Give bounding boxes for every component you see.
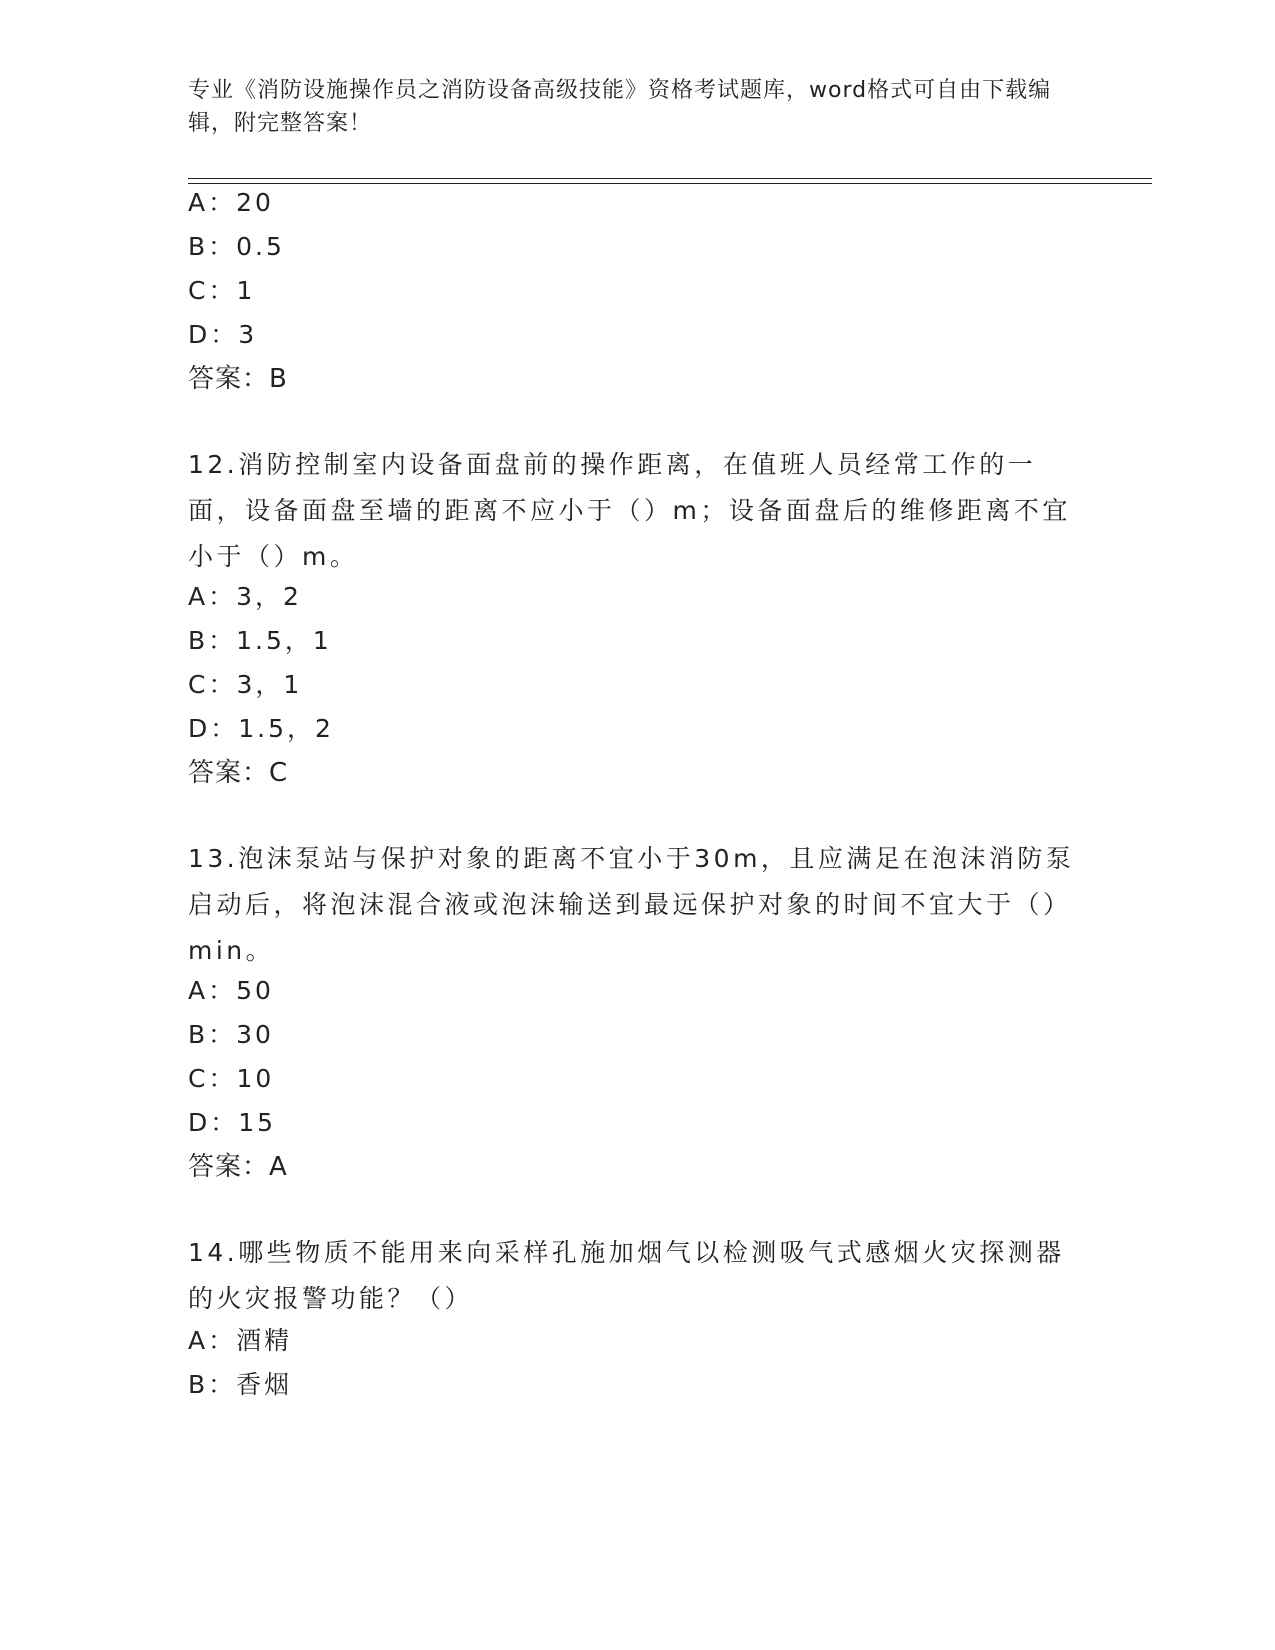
answer-line: 答案：B [188, 364, 288, 394]
question-12-option-c: C：3，1 [188, 670, 303, 699]
header-divider-secondary [188, 183, 1152, 184]
question-13-option-d: D：15 [188, 1108, 277, 1137]
question-12-stem: 12.消防控制室内设备面盘前的操作距离，在值班人员经常工作的一面，设备面盘至墙的距离不应小于（）m；设备面盘后的维修距离不宜小于（）m。 [188, 450, 1071, 571]
question-12-option-b: B：1.5，1 [188, 626, 332, 655]
question-14-option-a: A：酒精 [188, 1326, 293, 1355]
option-a: A：20 [188, 188, 274, 217]
question-14-stem: 14.哪些物质不能用来向采样孔施加烟气以检测吸气式感烟火灾探测器的火灾报警功能？（） [188, 1238, 1065, 1313]
option-c: C：1 [188, 276, 256, 305]
option-d: D：3 [188, 320, 258, 349]
question-13-answer: 答案：A [188, 1152, 288, 1182]
question-13-option-c: C：10 [188, 1064, 275, 1093]
question-14-option-b: B：香烟 [188, 1370, 293, 1399]
header-divider [188, 178, 1152, 179]
question-13-stem: 13.泡沫泵站与保护对象的距离不宜小于30m，且应满足在泡沫消防泵启动后，将泡沫混合液或泡沫输送到最远保护对象的时间不宜大于（）min。 [188, 844, 1075, 965]
option-b: B：0.5 [188, 232, 285, 261]
document-header: 专业《消防设施操作员之消防设备高级技能》资格考试题库，word格式可自由下载编辑，附完整答案！ [188, 78, 1052, 136]
question-13-option-b: B：30 [188, 1020, 274, 1049]
question-13-option-a: A：50 [188, 976, 274, 1005]
question-12-option-a: A：3，2 [188, 582, 302, 611]
question-12-option-d: D：1.5，2 [188, 714, 334, 743]
question-12-answer: 答案：C [188, 758, 289, 788]
